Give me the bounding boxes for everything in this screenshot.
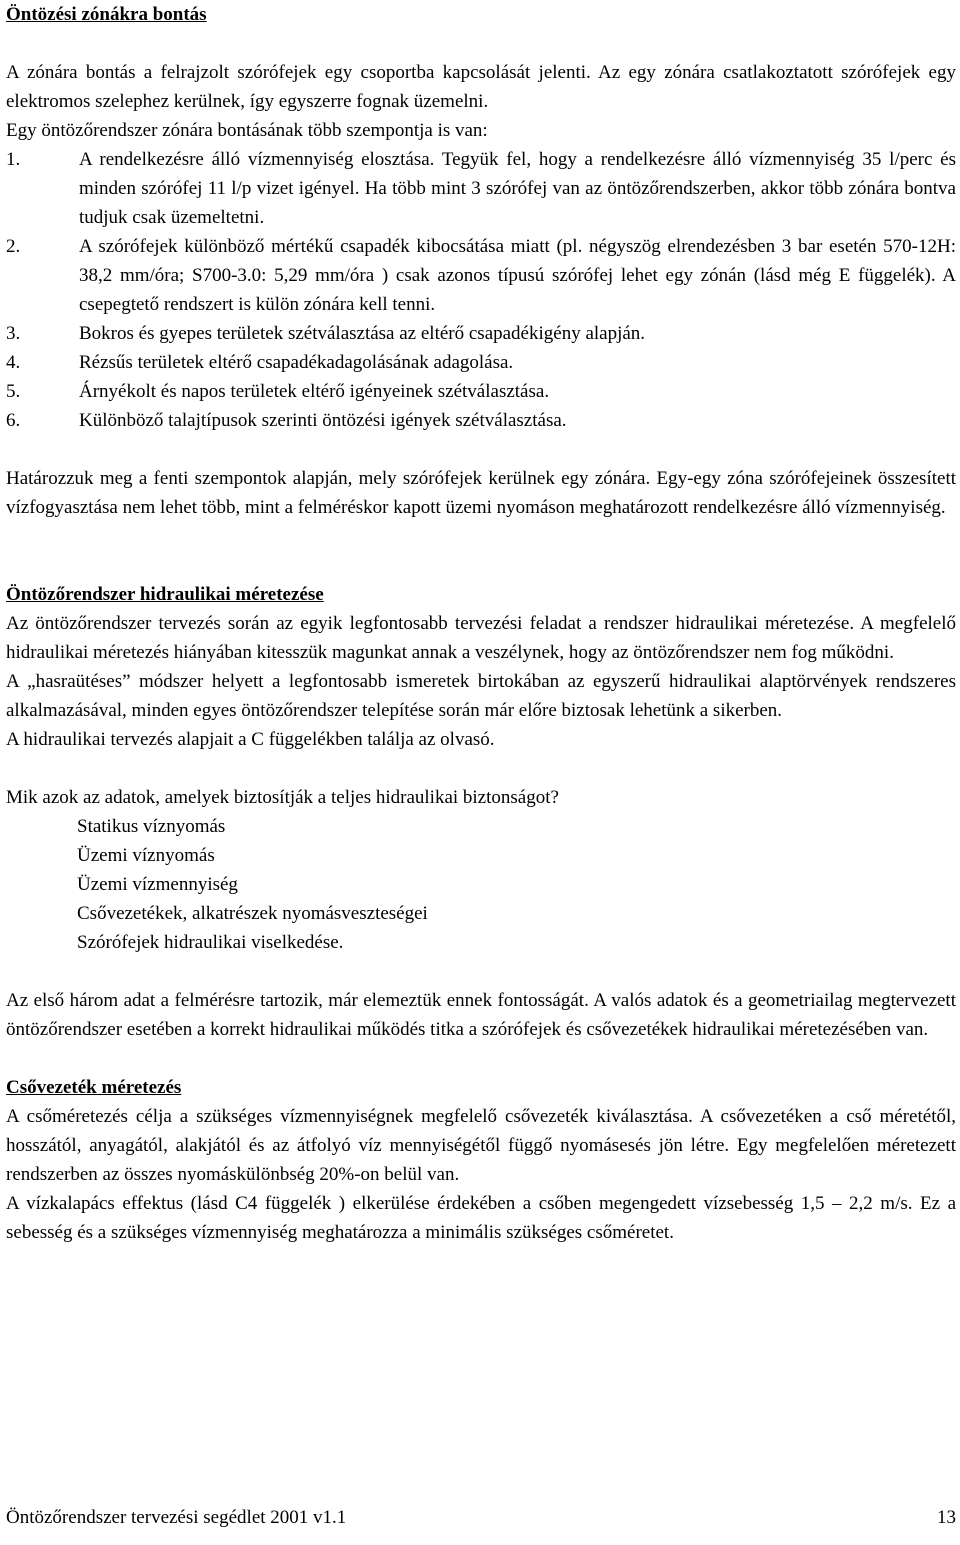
zone-aspect-list [6, 145, 956, 435]
document-page [6, 0, 956, 1247]
list-text: Árnyékolt és napos területek eltérő igényeinek szétválasztása. [79, 381, 550, 402]
list-item: Üzemi víznyomás [77, 845, 215, 866]
list-text: Rézsűs területek eltérő csapadékadagolásának adagolása. [79, 352, 514, 373]
list-number: 1. [6, 149, 21, 170]
list-item [6, 145, 956, 232]
spacer [6, 29, 956, 58]
paragraph-question: Mik azok az adatok, amelyek biztosítják a teljes hidraulikai biztonságot? [6, 787, 559, 808]
list-item: Szórófejek hidraulikai viselkedése. [77, 932, 344, 953]
list-item [6, 348, 956, 377]
heading-pipe-sizing: Csővezeték méretezés [6, 1077, 182, 1098]
paragraph-hydraulics-2: A „hasraütéses” módszer helyett a legfontosabb ismeretek birtokában az egyszerű hidraulikai alaptörvények rendszeres alkalmazásával, minden egyes öntözőrendszer telepítése során már előre biztosak lehetünk a sikerben. [6, 671, 956, 721]
spacer [6, 435, 956, 464]
spacer [6, 522, 956, 580]
list-number: 5. [6, 381, 21, 402]
list-text: A rendelkezésre álló vízmennyiség elosztása. Tegyük fel, hogy a rendelkezésre álló vízmennyiség 35 l/perc és minden szórófej 11 l/p vizet igényel. Ha több mint 3 szórófej van az öntözőrendszerben, akkor több zónára bontva tudjuk csak üzemeltetni. [79, 149, 956, 228]
data-list [6, 812, 956, 957]
list-number: 4. [6, 352, 21, 373]
list-item [6, 232, 956, 319]
list-item [6, 319, 956, 348]
list-item [6, 406, 956, 435]
list-item: Statikus víznyomás [77, 816, 226, 837]
list-number: 6. [6, 410, 21, 431]
heading-hydraulics: Öntözőrendszer hidraulikai méretezése [6, 584, 324, 605]
paragraph-hydraulics-1: Az öntözőrendszer tervezés során az egyik legfontosabb tervezési feladat a rendszer hidraulikai méretezése. A megfelelő hidraulikai méretezés hiányában kitesszük magunkat annak a veszélynek, hogy az öntözőrendszer nem fog működni. [6, 613, 956, 663]
heading-zones: Öntözési zónákra bontás [6, 4, 207, 25]
spacer [6, 1044, 956, 1073]
list-number: 3. [6, 323, 21, 344]
list-text: A szórófejek különböző mértékű csapadék kibocsátása miatt (pl. négyszög elrendezésben 3 bar esetén 570-12H: 38,2 mm/óra; S700-3.0: 5,29 mm/óra ) csak azonos típusú szórófej lehet egy zónán (lásd még E függelék). A csepegtető rendszert is külön zónára kell tenni. [79, 236, 956, 315]
list-item [6, 377, 956, 406]
list-item: Csővezetékek, alkatrészek nyomásveszteségei [77, 903, 428, 924]
spacer [6, 957, 956, 986]
paragraph-hydraulics-3: A hidraulikai tervezés alapjait a C függelékben találja az olvasó. [6, 729, 495, 750]
footer-title: Öntözőrendszer tervezési segédlet 2001 v1.1 [6, 1507, 347, 1528]
list-number: 2. [6, 236, 21, 257]
paragraph-zones-summary: Határozzuk meg a fenti szempontok alapján, mely szórófejek kerülnek egy zónára. Egy-egy zóna szórófejeinek összesített vízfogyasztása nem lehet több, mint a felméréskor kapott üzemi nyomáson meghatározott rendelkezésre álló vízmennyiség. [6, 468, 956, 518]
paragraph-pipe-1: A csőméretezés célja a szükséges vízmennyiségnek megfelelő csővezeték kiválasztása. A csővezetéken a cső méretétől, hosszától, anyagától, alakjától és az átfolyó víz mennyiségétől függő nyomásesés jön létre. Egy megfelelően méretezett rendszerben az összes nyomáskülönbség 20%-on belül van. [6, 1106, 956, 1185]
list-text: Bokros és gyepes területek szétválasztása az eltérő csapadékigény alapján. [79, 323, 646, 344]
paragraph-hydraulics-4: Az első három adat a felmérésre tartozik, már elemeztük ennek fontosságát. A valós adatok és a geometriailag megtervezett öntözőrendszer esetében a korrekt hidraulikai működés titka a szórófejek és csővezetékek hidraulikai méretezésében van. [6, 990, 956, 1040]
list-item: Üzemi vízmennyiség [77, 874, 238, 895]
page-footer [6, 1503, 956, 1532]
paragraph-zones-intro: A zónára bontás a felrajzolt szórófejek egy csoportba kapcsolását jelenti. Az egy zónára csatlakoztatott szórófejek egy elektromos szelephez kerülnek, így egyszerre fognak üzemelni. [6, 62, 956, 112]
list-text: Különböző talajtípusok szerinti öntözési igények szétválasztása. [79, 410, 567, 431]
paragraph-zones-aspects: Egy öntözőrendszer zónára bontásának több szempontja is van: [6, 120, 488, 141]
paragraph-pipe-2: A vízkalapács effektus (lásd C4 függelék ) elkerülése érdekében a csőben megengedett vízsebesség 1,5 – 2,2 m/s. Ez a sebesség és a szükséges vízmennyiség meghatározza a minimális szükséges csőméretet. [6, 1193, 956, 1243]
page-number: 13 [937, 1507, 956, 1528]
spacer [6, 754, 956, 783]
